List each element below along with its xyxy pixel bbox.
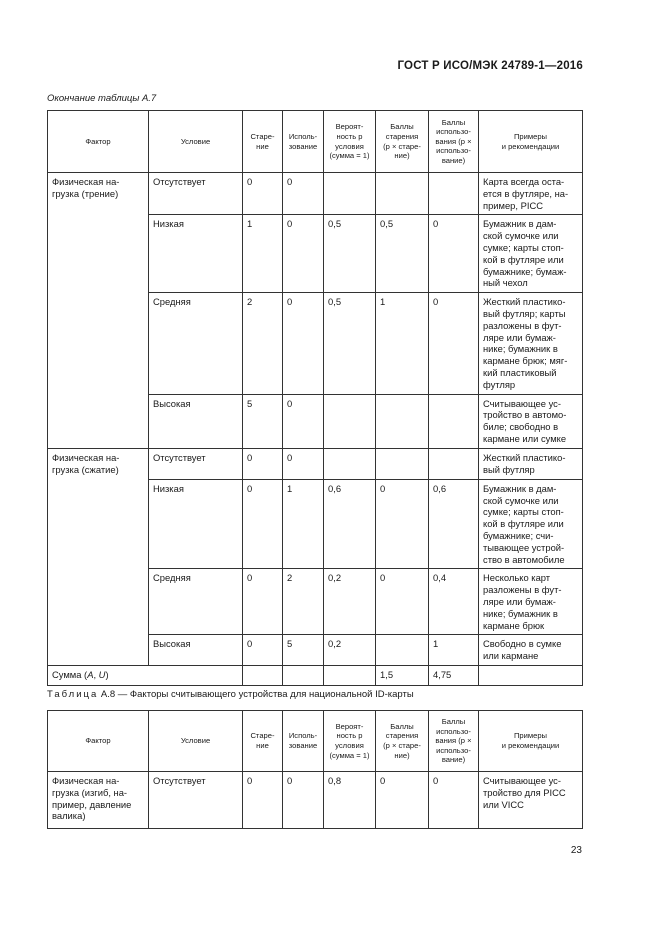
sum-label-part: ) [105, 669, 109, 681]
column-header: Фактор [48, 711, 149, 772]
examples-cell: Свободно в сумке или кармане [479, 635, 583, 666]
examples-cell: Считывающее ус- тройство в автомо- биле; свободно в кармане или сумке [479, 394, 583, 448]
probability-cell: 0,2 [324, 635, 376, 666]
table-a8-caption-prefix: Таблица [47, 689, 99, 700]
usage-cell: 0 [283, 772, 324, 829]
factor-cell: Физическая на- грузка (сжатие) [48, 448, 149, 666]
column-header: Старе- ние [243, 711, 283, 772]
usage-score-cell [429, 394, 479, 448]
usage-score-cell: 4,75 [429, 666, 479, 686]
condition-cell: Средняя [149, 569, 243, 635]
usage-score-cell: 0 [429, 293, 479, 394]
sum-label-part: Сумма ( [52, 669, 88, 681]
condition-cell: Отсутствует [149, 173, 243, 215]
usage-cell: 0 [283, 448, 324, 479]
column-header: Баллы использо- вания (p × использо- вание) [429, 111, 479, 173]
usage-score-cell: 1 [429, 635, 479, 666]
column-header: Фактор [48, 111, 149, 173]
usage-cell: 0 [283, 173, 324, 215]
examples-cell: Бумажник в дам- ской сумочке или сумке; карты стоп- кой в футляре или бумажнике; бумаж- ный чехол [479, 215, 583, 293]
aging-score-cell [376, 173, 429, 215]
aging-score-cell: 0,5 [376, 215, 429, 293]
table-a7 [47, 110, 583, 686]
aging-score-cell: 0 [376, 569, 429, 635]
aging-score-cell [376, 635, 429, 666]
sum-label-part: U [98, 669, 106, 681]
column-header: Баллы использо- вания (p × использо- вание) [429, 711, 479, 772]
probability-cell [324, 173, 376, 215]
column-header: Старе- ние [243, 111, 283, 173]
probability-cell: 0,8 [324, 772, 376, 829]
factor-cell: Физическая на- грузка (трение) [48, 173, 149, 449]
usage-score-cell: 0 [429, 215, 479, 293]
usage-cell: 2 [283, 569, 324, 635]
column-header: Баллы старения (p × старе- ние) [376, 711, 429, 772]
sum-label-cell [48, 666, 243, 686]
table-a8 [47, 710, 583, 829]
usage-cell: 0 [283, 394, 324, 448]
aging-cell: 1 [243, 215, 283, 293]
empty-cell [324, 666, 376, 686]
aging-cell: 0 [243, 448, 283, 479]
column-header: Примеры и рекомендации [479, 111, 583, 173]
aging-cell: 0 [243, 569, 283, 635]
table-row [48, 448, 583, 479]
aging-score-cell: 1 [376, 293, 429, 394]
aging-cell: 0 [243, 479, 283, 569]
aging-cell: 5 [243, 394, 283, 448]
examples-cell: Карта всегда оста- ется в футляре, на- пример, PICC [479, 173, 583, 215]
condition-cell: Отсутствует [149, 772, 243, 829]
usage-cell: 0 [283, 215, 324, 293]
usage-cell: 1 [283, 479, 324, 569]
page-number: 23 [570, 845, 582, 856]
aging-score-cell [376, 448, 429, 479]
column-header: Примеры и рекомендации [479, 711, 583, 772]
aging-cell: 2 [243, 293, 283, 394]
usage-score-cell: 0 [429, 772, 479, 829]
examples-cell: Несколько карт разложены в фут- ляре или бумаж- нике; бумажник в кармане брюк [479, 569, 583, 635]
usage-score-cell [429, 448, 479, 479]
column-header: Условие [149, 711, 243, 772]
condition-cell: Высокая [149, 394, 243, 448]
column-header: Исполь- зование [283, 711, 324, 772]
column-header: Вероят- ность p условия (сумма = 1) [324, 111, 376, 173]
table-a7-header-row [48, 111, 583, 173]
condition-cell: Средняя [149, 293, 243, 394]
sum-label-part: , [93, 669, 99, 681]
aging-score-cell: 1,5 [376, 666, 429, 686]
examples-cell: Считывающее ус- тройство для PICC или VICC [479, 772, 583, 829]
aging-cell: 0 [243, 772, 283, 829]
usage-score-cell: 0,6 [429, 479, 479, 569]
usage-score-cell [429, 173, 479, 215]
probability-cell: 0,2 [324, 569, 376, 635]
sum-row [48, 666, 583, 686]
factor-cell: Физическая на- грузка (изгиб, на- пример, давление валика) [48, 772, 149, 829]
empty-cell [479, 666, 583, 686]
examples-cell: Жесткий пластико- вый футляр; карты разложены в фут- ляре или бумаж- нике; бумажник в кармане брюк; мяг- кий пластиковый футляр [479, 293, 583, 394]
usage-cell: 5 [283, 635, 324, 666]
table-row [48, 772, 583, 829]
column-header: Исполь- зование [283, 111, 324, 173]
probability-cell: 0,5 [324, 215, 376, 293]
column-header: Вероят- ность p условия (сумма = 1) [324, 711, 376, 772]
condition-cell: Высокая [149, 635, 243, 666]
condition-cell: Отсутствует [149, 448, 243, 479]
table-row [48, 173, 583, 215]
column-header: Баллы старения (p × старе- ние) [376, 111, 429, 173]
document-code: ГОСТ Р ИСО/МЭК 24789-1—2016 [397, 60, 583, 72]
probability-cell: 0,6 [324, 479, 376, 569]
condition-cell: Низкая [149, 215, 243, 293]
probability-cell [324, 394, 376, 448]
empty-cell [243, 666, 283, 686]
probability-cell [324, 448, 376, 479]
examples-cell: Бумажник в дам- ской сумочке или сумке; карты стоп- кой в футляре или бумажнике; счи- тывающее устрой- ство в автомобиле [479, 479, 583, 569]
table-a7-caption: Окончание таблицы А.7 [47, 93, 157, 104]
table-a8-caption [47, 689, 414, 700]
aging-cell: 0 [243, 635, 283, 666]
probability-cell: 0,5 [324, 293, 376, 394]
usage-score-cell: 0,4 [429, 569, 479, 635]
sum-label-part: A [87, 669, 94, 681]
table-a8-header-row [48, 711, 583, 772]
condition-cell: Низкая [149, 479, 243, 569]
aging-score-cell: 0 [376, 479, 429, 569]
examples-cell: Жесткий пластико- вый футляр [479, 448, 583, 479]
aging-cell: 0 [243, 173, 283, 215]
column-header: Условие [149, 111, 243, 173]
aging-score-cell [376, 394, 429, 448]
empty-cell [283, 666, 324, 686]
aging-score-cell: 0 [376, 772, 429, 829]
table-a8-caption-text: А.8 — Факторы считывающего устройства для национальной ID-карты [98, 689, 414, 700]
usage-cell: 0 [283, 293, 324, 394]
